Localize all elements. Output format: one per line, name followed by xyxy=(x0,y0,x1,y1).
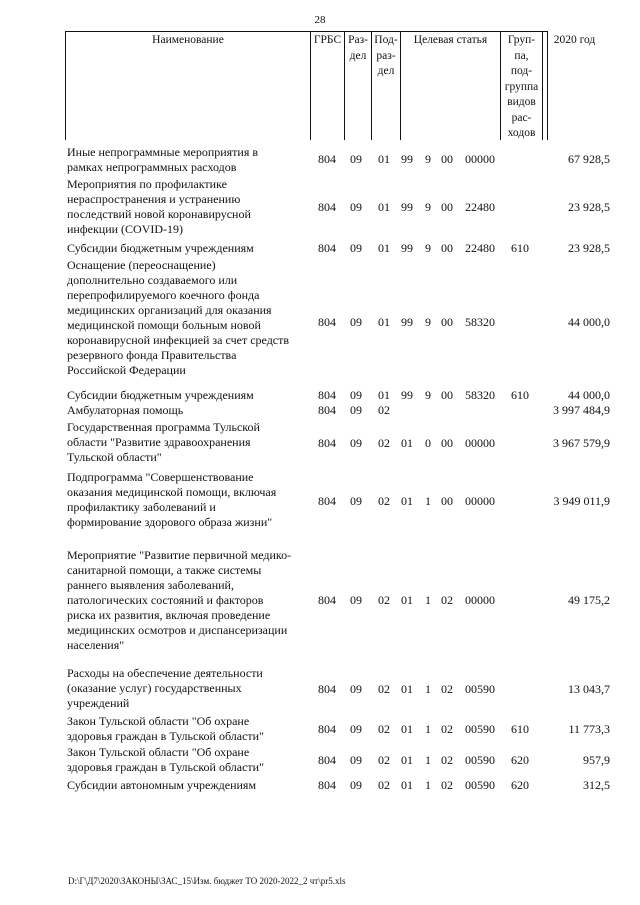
row-podrazdel: 02 xyxy=(378,593,390,607)
row-target-subprogram: 1 xyxy=(425,593,431,607)
row-podrazdel: 01 xyxy=(378,152,390,166)
row-razdel: 09 xyxy=(350,315,362,329)
row-target-subprogram: 9 xyxy=(425,388,431,402)
row-target-main: 00 xyxy=(441,494,453,508)
row-podrazdel: 02 xyxy=(378,436,390,450)
row-target-main: 02 xyxy=(441,682,453,696)
row-podrazdel: 02 xyxy=(378,722,390,736)
row-sum: 3 967 579,9 xyxy=(553,436,610,450)
row-name: Субсидии бюджетным учреждениям xyxy=(67,388,254,402)
header-target-cell xyxy=(401,32,501,140)
row-target-program: 01 xyxy=(401,682,413,696)
row-group: 610 xyxy=(511,241,529,255)
row-razdel: 09 xyxy=(350,436,362,450)
header-podrazdel: Под- раз- дел xyxy=(374,34,398,77)
row-name: Закон Тульской области "Об охране здоровья граждан в Тульской области" xyxy=(67,745,264,774)
row-target-main: 02 xyxy=(441,753,453,767)
row-target-direction: 22480 xyxy=(465,241,495,255)
row-target-program: 01 xyxy=(401,778,413,792)
row-sum: 67 928,5 xyxy=(568,152,610,166)
row-sum: 312,5 xyxy=(583,778,610,792)
row-target-direction: 22480 xyxy=(465,200,495,214)
row-grbs: 804 xyxy=(318,436,336,450)
row-target-direction: 58320 xyxy=(465,388,495,402)
row-name: Мероприятия по профилактике нераспространения и устранению последствий новой коронавирусной инфекции (COVID-19) xyxy=(67,177,251,236)
row-target-program: 01 xyxy=(401,753,413,767)
row-target-direction: 00000 xyxy=(465,152,495,166)
row-podrazdel: 02 xyxy=(378,494,390,508)
row-name: Расходы на обеспечение деятельности (оказание услуг) государственных учреждений xyxy=(67,666,263,710)
row-razdel: 09 xyxy=(350,682,362,696)
row-group: 610 xyxy=(511,388,529,402)
row-target-main: 00 xyxy=(441,436,453,450)
row-name: Закон Тульской области "Об охране здоровья граждан в Тульской области" xyxy=(67,714,264,743)
row-name: Мероприятие "Развитие первичной медико- санитарной помощи, а также системы раннего выявления заболеваний, патологических состояний и факторов риска их развития, включая проведение медицинских осмотров и диспансеризации населения" xyxy=(67,548,292,652)
row-group: 610 xyxy=(511,722,529,736)
row-sum: 49 175,2 xyxy=(568,593,610,607)
row-target-program: 01 xyxy=(401,593,413,607)
row-razdel: 09 xyxy=(350,200,362,214)
row-grbs: 804 xyxy=(318,682,336,696)
row-grbs: 804 xyxy=(318,778,336,792)
row-name: Иные непрограммные мероприятия в рамках непрограммных расходов xyxy=(67,145,259,174)
row-razdel: 09 xyxy=(350,241,362,255)
row-target-main: 02 xyxy=(441,593,453,607)
header-grbs: ГРБС xyxy=(313,34,342,46)
row-target-main: 02 xyxy=(441,722,453,736)
row-razdel: 09 xyxy=(350,152,362,166)
row-target-program: 01 xyxy=(401,494,413,508)
row-sum: 13 043,7 xyxy=(568,682,610,696)
row-name: Государственная программа Тульской области "Развитие здравоохранения Тульской области" xyxy=(67,420,260,464)
header-name: Наименование xyxy=(152,34,224,46)
row-grbs: 804 xyxy=(318,494,336,508)
row-target-subprogram: 0 xyxy=(425,436,431,450)
row-podrazdel: 01 xyxy=(378,388,390,402)
row-razdel: 09 xyxy=(350,722,362,736)
table-header xyxy=(65,31,596,140)
row-grbs: 804 xyxy=(318,200,336,214)
row-grbs: 804 xyxy=(318,722,336,736)
row-target-program: 99 xyxy=(401,200,413,214)
row-podrazdel: 02 xyxy=(378,778,390,792)
row-target-direction: 00590 xyxy=(465,682,495,696)
row-target-program: 01 xyxy=(401,436,413,450)
row-target-program: 99 xyxy=(401,388,413,402)
row-name: Субсидии автономным учреждениям xyxy=(67,778,257,792)
row-razdel: 09 xyxy=(350,753,362,767)
row-name: Подпрограмма "Совершенствование оказания медицинской помощи, включая профилактику заболеваний и формирование здорового образа жизни" xyxy=(67,470,277,529)
row-name: Амбулаторная помощь xyxy=(67,403,184,417)
row-podrazdel: 02 xyxy=(378,753,390,767)
row-target-subprogram: 1 xyxy=(425,722,431,736)
header-razdel: Раз- дел xyxy=(348,34,368,62)
row-grbs: 804 xyxy=(318,403,336,417)
row-target-program: 01 xyxy=(401,722,413,736)
row-name: Субсидии бюджетным учреждениям xyxy=(67,241,254,255)
row-target-direction: 00000 xyxy=(465,593,495,607)
row-sum: 44 000,0 xyxy=(568,388,610,402)
row-podrazdel: 01 xyxy=(378,241,390,255)
row-target-main: 00 xyxy=(441,200,453,214)
row-target-subprogram: 9 xyxy=(425,315,431,329)
row-razdel: 09 xyxy=(350,403,362,417)
row-razdel: 09 xyxy=(350,494,362,508)
row-grbs: 804 xyxy=(318,593,336,607)
row-sum: 44 000,0 xyxy=(568,315,610,329)
row-sum: 23 928,5 xyxy=(568,200,610,214)
row-target-program: 99 xyxy=(401,315,413,329)
row-target-main: 00 xyxy=(441,241,453,255)
header-year-cell xyxy=(543,32,606,140)
row-target-direction: 00590 xyxy=(465,753,495,767)
page-number: 28 xyxy=(314,14,326,26)
row-name: Оснащение (переоснащение) дополнительно создаваемого или перепрофилируемого коечного фонда медицинских организаций для оказания медицинской помощи больным новой коронавирусной инфекцией за счет средств резервного фонда Правительства Российской Федерации xyxy=(67,258,290,377)
header-group-cell xyxy=(501,32,543,140)
row-grbs: 804 xyxy=(318,753,336,767)
row-grbs: 804 xyxy=(318,152,336,166)
row-target-main: 00 xyxy=(441,152,453,166)
row-target-subprogram: 1 xyxy=(425,778,431,792)
row-target-subprogram: 9 xyxy=(425,241,431,255)
header-target: Целевая статья xyxy=(413,34,488,46)
row-group: 620 xyxy=(511,778,529,792)
row-target-subprogram: 1 xyxy=(425,753,431,767)
row-grbs: 804 xyxy=(318,241,336,255)
header-year: 2020 год xyxy=(553,34,596,46)
row-target-program: 99 xyxy=(401,241,413,255)
row-sum: 3 997 484,9 xyxy=(553,403,610,417)
header-group: Груп- па, под- группа видов рас- ходов xyxy=(504,34,539,139)
file-path-footer: D:\Г\Д7\2020\ЗАКОНЫ\ЗАС_15\Изм. бюджет ТО 2020-2022_2 чт\pr5.xls xyxy=(68,876,346,886)
row-target-direction: 00000 xyxy=(465,494,495,508)
row-target-direction: 00000 xyxy=(465,436,495,450)
row-sum: 3 949 011,9 xyxy=(553,494,610,508)
row-sum: 11 773,3 xyxy=(568,722,610,736)
row-group: 620 xyxy=(511,753,529,767)
row-razdel: 09 xyxy=(350,388,362,402)
row-podrazdel: 02 xyxy=(378,403,390,417)
row-target-subprogram: 9 xyxy=(425,200,431,214)
row-target-subprogram: 1 xyxy=(425,494,431,508)
row-grbs: 804 xyxy=(318,388,336,402)
row-podrazdel: 02 xyxy=(378,682,390,696)
row-sum: 23 928,5 xyxy=(568,241,610,255)
header-razdel-cell xyxy=(345,32,372,140)
row-target-direction: 58320 xyxy=(465,315,495,329)
row-razdel: 09 xyxy=(350,593,362,607)
row-target-subprogram: 9 xyxy=(425,152,431,166)
row-target-main: 02 xyxy=(441,778,453,792)
row-target-main: 00 xyxy=(441,388,453,402)
header-name-cell xyxy=(66,32,311,140)
row-target-program: 99 xyxy=(401,152,413,166)
row-sum: 957,9 xyxy=(583,753,610,767)
header-podrazdel-cell xyxy=(372,32,401,140)
header-grbs-cell xyxy=(311,32,345,140)
row-target-direction: 00590 xyxy=(465,778,495,792)
row-target-subprogram: 1 xyxy=(425,682,431,696)
row-target-main: 00 xyxy=(441,315,453,329)
row-podrazdel: 01 xyxy=(378,200,390,214)
row-grbs: 804 xyxy=(318,315,336,329)
row-target-direction: 00590 xyxy=(465,722,495,736)
row-podrazdel: 01 xyxy=(378,315,390,329)
row-razdel: 09 xyxy=(350,778,362,792)
